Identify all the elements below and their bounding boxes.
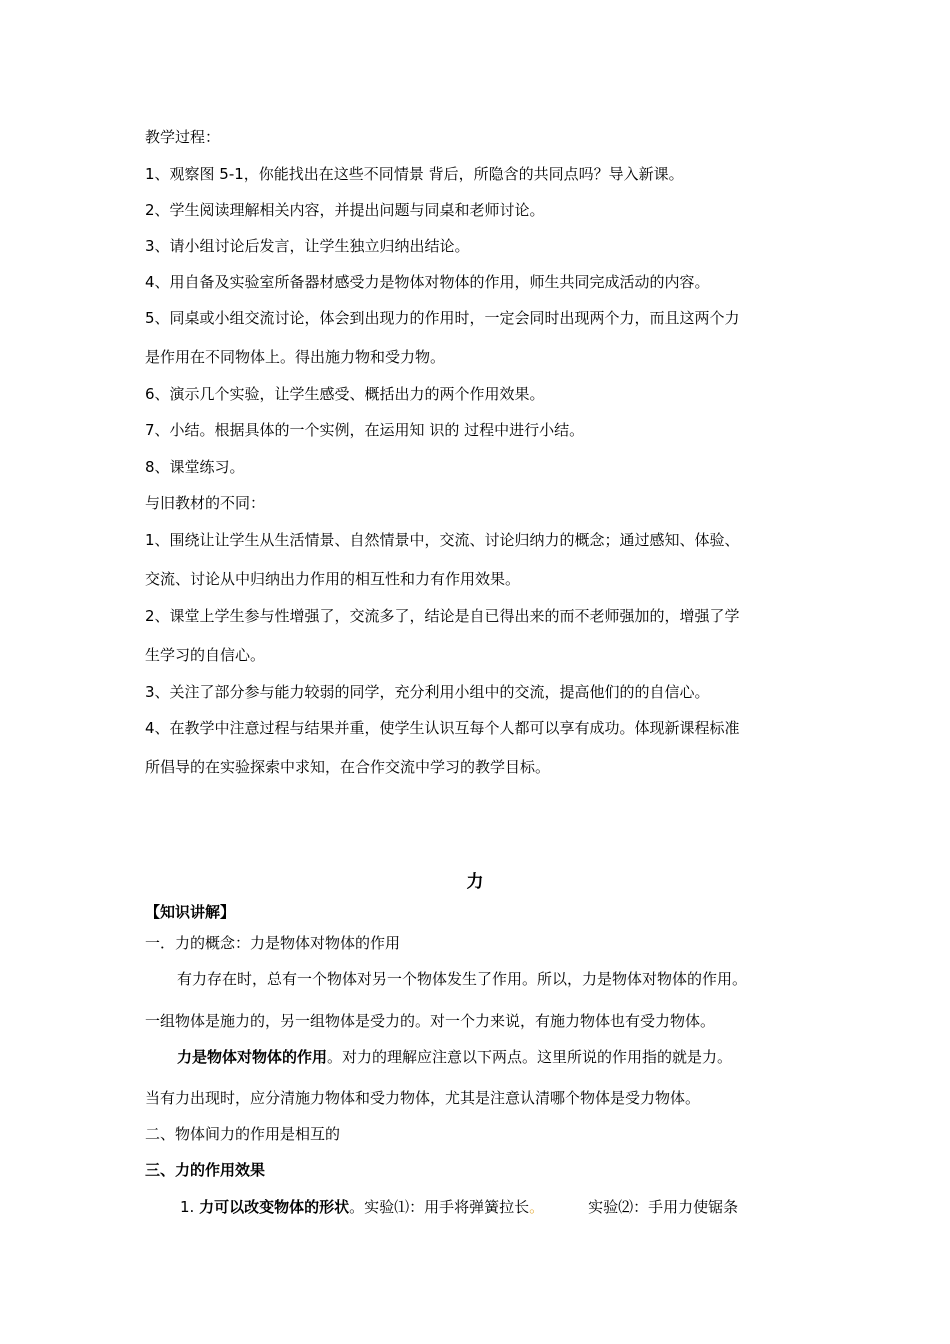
difference-4: 4、在教学中注意过程与结果并重，使学生认识互每个人都可以享有成功。体现新课程标准: [145, 719, 740, 737]
effect-1-experiment-1: 。实验⑴：用手将弹簧拉长: [349, 1198, 530, 1216]
difference-4-cont: 所倡导的在实验探索中求知，在合作交流中学习的教学目标。: [145, 758, 551, 776]
difference-1: 1、围绕让让学生从生活情景、自然情景中，交流、讨论归纳力的概念；通过感知、体验、: [145, 531, 740, 549]
mutual-heading: 二、物体间力的作用是相互的: [145, 1125, 341, 1143]
step-8: 8、课堂练习。: [145, 458, 245, 476]
effect-1-number: 1.: [180, 1198, 195, 1216]
effect-1-dot: 。: [529, 1198, 545, 1216]
difference-2-cont: 生学习的自信心。: [145, 646, 266, 664]
step-7-part-c: 识的 过程中进行小结。: [429, 421, 585, 439]
lesson-title: 力: [466, 872, 484, 892]
effect-1-experiment-2: 实验⑵：手用力使锯条: [588, 1198, 739, 1216]
knowledge-heading: 【知识讲解】: [145, 903, 236, 921]
paragraph-2-line-1: [177, 1047, 732, 1067]
step-6: 6、演示几个实验，让学生感受、概括出力的两个作用效果。: [145, 385, 545, 403]
step-5: 5、同桌或小组交流讨论，体会到出现力的作用时，一定会同时出现两个力，而且这两个力: [145, 309, 740, 327]
paragraph-2-line-2: 当有力出现时，应分清施力物体和受力物体，尤其是注意认清哪个物体是受力物体。: [145, 1089, 701, 1107]
step-2: 2、学生阅读理解相关内容，并提出问题与同桌和老师讨论。: [145, 201, 545, 219]
step-7-part-a: 7、小结: [145, 421, 200, 439]
difference-2: 2、课堂上学生参与性增强了，交流多了，结论是自已得出来的而不老师强加的，增强了学: [145, 607, 740, 625]
differences-heading: 与旧教材的不同：: [145, 494, 266, 512]
paragraph-1-line-2: 一组物体是施力的，另一组物体是受力的。对一个力来说，有施力物体也有受力物体。: [145, 1012, 716, 1030]
difference-1-cont: 交流、讨论从中归纳出力作用的相互性和力有作用效果。: [145, 570, 521, 588]
paragraph-2-emphasis: 力是物体对物体的作用: [177, 1048, 328, 1066]
step-1: 1、观察图 5-1，你能找出在这些不同情景 背后，所隐含的共同点吗？导入新课。: [145, 165, 684, 183]
difference-3: 3、关注了部分参与能力较弱的同学，充分利用小组中的交流，提高他们的的自信心。: [145, 683, 710, 701]
paragraph-2-rest: 。对力的理解应注意以下两点。这里所说的作用指的就是力。: [327, 1048, 733, 1066]
concept-heading: 一．力的概念：力是物体对物体的作用: [145, 934, 401, 952]
step-7-part-b: 。根据具体的一个实例，在运用知: [199, 421, 430, 439]
step-5-cont: 是作用在不同物体上。得出施力物和受力物。: [145, 348, 446, 366]
effect-1: [180, 1197, 738, 1217]
teaching-process-heading: 教学过程：: [145, 128, 221, 146]
paragraph-1-line-1: 有力存在时，总有一个物体对另一个物体发生了作用。所以，力是物体对物体的作用。: [177, 970, 748, 988]
step-7: [145, 420, 584, 440]
effects-heading: 三、力的作用效果: [145, 1161, 266, 1179]
step-3: 3、请小组讨论后发言，让学生独立归纳出结论。: [145, 237, 470, 255]
step-4: 4、用自备及实验室所备器材感受力是物体对物体的作用，师生共同完成活动的内容。: [145, 273, 710, 291]
effect-1-emphasis: 力可以改变物体的形状: [199, 1198, 350, 1216]
